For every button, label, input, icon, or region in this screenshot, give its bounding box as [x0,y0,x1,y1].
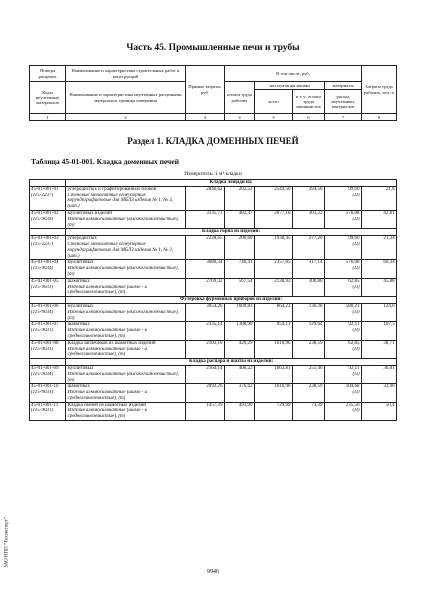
wages: 408,22 [225,365,255,371]
column-number: 5 [255,114,293,121]
unit-of-measure: Измеритель: 1 м³ кладки [184,171,242,177]
operator-wages: 394,56 [293,186,325,192]
table-row-material [30,310,397,322]
rate-code: 45-01-001-07 [30,322,66,328]
machine-total: 2357,85 [255,260,293,266]
direct-costs: 2769,32 [186,278,225,284]
labor-costs: 21,8 [362,186,397,192]
rate-code: 45-01-001-03 [30,236,66,242]
empty-cell [225,390,255,402]
rate-code: 45-01-001-06 [30,303,66,309]
direct-costs: 3054,26 [186,303,225,309]
rate-code: 45-01-001-11 [30,402,66,408]
side-note [2,500,12,590]
empty-cell [293,390,325,402]
material-code: (115-9034) [30,310,66,322]
empty-cell [30,297,66,304]
header-machine-total: всего [255,90,293,114]
empty-cell [225,310,255,322]
rates-table-body [30,180,397,421]
rate-code: 45-01-001-01 [30,186,66,192]
empty-cell [255,408,293,420]
table-title: Таблица 45-01-001. Кладка доменных печей [31,157,179,166]
machine-total: 1610,96 [255,384,293,390]
group-row [30,359,397,366]
material-consumption: (П) [325,193,362,211]
rate-code: 45-01-001-09 [30,365,66,371]
labor-costs: 36,81 [362,365,397,371]
machine-total: 1938,45 [255,236,293,242]
empty-cell [225,328,255,340]
operator-wages: 300,80 [293,278,325,284]
direct-costs: 2238,65 [186,236,225,242]
column-number: 1 [30,114,66,121]
empty-cell [30,180,66,187]
direct-costs: 2335,14 [186,322,225,328]
material-code: (115-9034) [30,217,66,229]
group-label: Кладка горна из изделий: [66,229,397,236]
empty-cell [255,372,293,384]
header-operator-wages: в т. ч. оплата труда машинистов [293,90,325,114]
empty-cell [225,372,255,384]
direct-costs: 1457,39 [186,402,225,408]
work-description: Кладка заплечиков из шамотных изделий [66,340,186,346]
material-description: Изделия алюмосиликатные (высокоглиноземистые), (т) [66,372,186,384]
group-row [30,297,397,304]
operator-wages: 129,64 [293,322,325,328]
materials-cost: 576,08 [325,210,362,216]
materials-cost: 580,21 [325,303,362,309]
empty-cell [293,242,325,260]
table-row-material [30,347,397,359]
header-work-description: Наименование и характеристика строительных работ и конструкций [66,66,186,82]
material-description: Изделия алюмосиликатные (высокоглиноземистые), (т) [66,310,186,322]
empty-cell [225,266,255,278]
empty-cell [225,347,255,359]
empty-cell [293,328,325,340]
machine-total: 864,22 [255,303,293,309]
column-number: 2 [66,114,186,121]
materials-cost: 92,11 [325,365,362,371]
empty-cell [225,408,255,420]
empty-cell [362,242,397,260]
material-code: (115-9034) [30,372,66,384]
header-material-codes: Коды неучтенных материалов [30,82,66,114]
work-description: углеродистых и графитированных блоков [66,186,186,192]
material-description: Изделия алюмосиликатные (шамо - и среднеглиноземистые), (т) [66,328,186,340]
empty-cell [225,285,255,297]
material-consumption: (П) [325,390,362,402]
operator-wages: 277,20 [293,236,325,242]
empty-cell [293,285,325,297]
empty-cell [362,328,397,340]
operator-wages: 136,38 [293,303,325,309]
empty-cell [362,310,397,322]
direct-costs: 2092,26 [186,384,225,390]
column-number: 4 [225,114,255,121]
empty-cell [186,347,225,359]
material-consumption: (П) [325,285,362,297]
material-code: (115-9031) [30,390,66,402]
empty-cell [362,266,397,278]
machine-total: 2077,18 [255,210,293,216]
labor-costs: 38,71 [362,340,397,346]
labor-costs: 45,88 [362,278,397,284]
group-row [30,229,397,236]
group-row [30,180,397,187]
operator-wages: 73,39 [293,402,325,408]
empty-cell [186,372,225,384]
material-consumption: (П) [325,242,362,260]
rate-code: 45-01-001-04 [30,260,66,266]
work-description: Кладка свечей из шамотных изделий [66,402,186,408]
materials-cost: 62,85 [325,278,362,284]
material-code: (115-2237) [30,242,66,260]
table-row-material [30,328,397,340]
rate-code: 45-01-001-08 [30,340,66,346]
empty-cell [362,217,397,229]
wages: 482,47 [225,210,255,216]
materials-cost: 62,85 [325,340,362,346]
empty-cell [293,217,325,229]
wages: 746,41 [225,260,255,266]
machine-total: 2138,93 [255,278,293,284]
table-row-material [30,266,397,278]
wages: 567,54 [225,278,255,284]
operator-wages: 251,40 [293,365,325,371]
material-description: Изделия алюмосиликатные (шамо - и среднеглиноземистые), (т) [66,408,186,420]
materials-cost: 99,60 [325,186,362,192]
empty-cell [186,193,225,211]
rate-code: 45-01-001-10 [30,384,66,390]
labor-costs: 60,34 [362,260,397,266]
header-direct-costs: Прямые затраты, руб. [186,66,225,114]
material-code: (115-9031) [30,328,66,340]
table-row-material [30,242,397,260]
work-description: муллитовых [66,365,186,371]
materials-cost: 104,68 [325,384,362,390]
materials-cost: 92,11 [325,322,362,328]
table-row-material [30,372,397,384]
header-labor-costs: Затраты труда рабочих, чел.-ч [362,66,397,114]
column-header-table [29,65,397,121]
empty-cell [255,217,293,229]
material-code: (115-9031) [30,285,66,297]
column-number: 7 [325,114,362,121]
machine-total: 1663,81 [255,365,293,371]
material-consumption: (П) [325,266,362,278]
direct-costs: 2846,62 [186,186,225,192]
work-description: муллитовых изделий [66,210,186,216]
empty-cell [293,193,325,211]
material-code: (115-9034) [30,266,66,278]
direct-costs: 2164,14 [186,365,225,371]
group-label: Кладка распара и шахты из изделий: [66,359,397,366]
wages: 376,62 [225,384,255,390]
wages: 202,52 [225,186,255,192]
empty-cell [255,266,293,278]
empty-cell [255,193,293,211]
material-code: (115-9031) [30,347,66,359]
column-number: 8 [362,114,397,121]
empty-cell [186,242,225,260]
material-description: Стеновые монолитные огнеупорные корундографитовые для МБЛЗ изделия № 1, № 3, (шт.) [66,193,186,211]
material-description: Изделия алюмосиликатные (шамо - и среднеглиноземистые), (т) [66,390,186,402]
material-consumption: (П) [325,408,362,420]
publisher-note: ЗАО НПП "Техэксперт" [4,517,10,568]
empty-cell [293,408,325,420]
wages: 491,90 [225,402,255,408]
work-description: муллитовых [66,260,186,266]
materials-cost: 235,50 [325,402,362,408]
empty-cell [30,359,66,366]
empty-cell [255,390,293,402]
column-number: 6 [293,114,325,121]
material-description: Изделия алюмосиликатные (высокоглиноземистые), (т) [66,217,186,229]
operator-wages: 303,22 [293,210,325,216]
empty-cell [293,372,325,384]
empty-cell [362,408,397,420]
table-row-material [30,217,397,229]
empty-cell [362,193,397,211]
empty-cell [186,217,225,229]
header-wages: оплата труда рабочих [225,82,255,114]
machine-total: 729,99 [255,402,293,408]
wages: 1609,83 [225,303,255,309]
work-description: шамотных [66,278,186,284]
empty-cell [362,390,397,402]
work-description: шамотных [66,384,186,390]
material-consumption: (П) [325,372,362,384]
empty-cell [293,347,325,359]
labor-costs: 50,4 [362,402,397,408]
table-row-material [30,390,397,402]
labor-costs: 21,34 [362,236,397,242]
table-row-material [30,193,397,211]
rates-table [29,179,397,421]
wages: 200,60 [225,236,255,242]
group-label: Кладка лещади из: [66,180,397,187]
empty-cell [255,328,293,340]
labor-costs: 42,81 [362,210,397,216]
material-description: Стеновые монолитные огнеупорные корундографитовые для МБЛЗ изделия № 1, № 3, (шт.) [66,242,186,260]
empty-cell [255,285,293,297]
labor-costs: 124,6 [362,303,397,309]
empty-cell [225,242,255,260]
machine-total: 854,13 [255,322,293,328]
rate-code: 45-01-001-05 [30,278,66,284]
header-material-description: Наименование и характеристика неучтенных расценками материалов, единица измерения [66,82,186,114]
direct-costs: 2103,10 [186,340,225,346]
table-row-material [30,285,397,297]
empty-cell [186,266,225,278]
header-materials: материалы [325,82,362,90]
empty-cell [293,266,325,278]
page-number: 9946 [207,569,219,575]
operator-wages: 238,59 [293,340,325,346]
empty-cell [255,347,293,359]
column-number: 3 [186,114,225,121]
empty-cell [362,347,397,359]
empty-cell [186,310,225,322]
material-consumption: (П) [325,347,362,359]
empty-cell [362,285,397,297]
direct-costs: 3680,34 [186,260,225,266]
empty-cell [362,372,397,384]
material-description: Изделия алюмосиликатные (шамо - и среднеглиноземистые), (т) [66,285,186,297]
material-code: (115-9031) [30,408,66,420]
header-rate-numbers: Номера расценок [30,66,66,82]
work-description: углеродистых [66,236,186,242]
table-row-material [30,408,397,420]
machine-total: 1610,96 [255,340,293,346]
empty-cell [30,229,66,236]
material-description: Изделия алюмосиликатные (шамо - и среднеглиноземистые), (т) [66,347,186,359]
material-consumption: (П) [325,328,362,340]
empty-cell [186,285,225,297]
material-code: (115-2237) [30,193,66,211]
empty-cell [255,310,293,322]
rate-code: 45-01-001-02 [30,210,66,216]
wages: 429,29 [225,340,255,346]
empty-cell [255,242,293,260]
work-description: муллитовых [66,303,186,309]
materials-cost: 576,08 [325,260,362,266]
operator-wages: 238,59 [293,384,325,390]
empty-cell [186,408,225,420]
materials-cost: 99,60 [325,236,362,242]
group-label: Футеровка фурменных приборов из изделий: [66,297,397,304]
empty-cell [293,310,325,322]
empty-cell [186,390,225,402]
labor-costs: 107,5 [362,322,397,328]
header-including: В том числе, руб. [225,66,362,82]
header-material-consumption: расход неучтенных материалов [325,90,362,114]
material-consumption: (П) [325,310,362,322]
material-consumption: (П) [325,217,362,229]
direct-costs: 3135,73 [186,210,225,216]
section-title: Раздел 1. КЛАДКА ДОМЕННЫХ ПЕЧЕЙ [127,136,299,146]
work-description: шамотных [66,322,186,328]
empty-cell [225,193,255,211]
machine-total: 2544,50 [255,186,293,192]
wages: 1388,90 [225,322,255,328]
header-machine-operation: эксплуатация машин [255,82,325,90]
page-title: Часть 45. Промышленные печи и трубы [126,43,300,53]
operator-wages: 317,14 [293,260,325,266]
empty-cell [186,328,225,340]
labor-costs: 33,96 [362,384,397,390]
material-description: Изделия алюмосиликатные (высокоглиноземистые), (т) [66,266,186,278]
empty-cell [225,217,255,229]
